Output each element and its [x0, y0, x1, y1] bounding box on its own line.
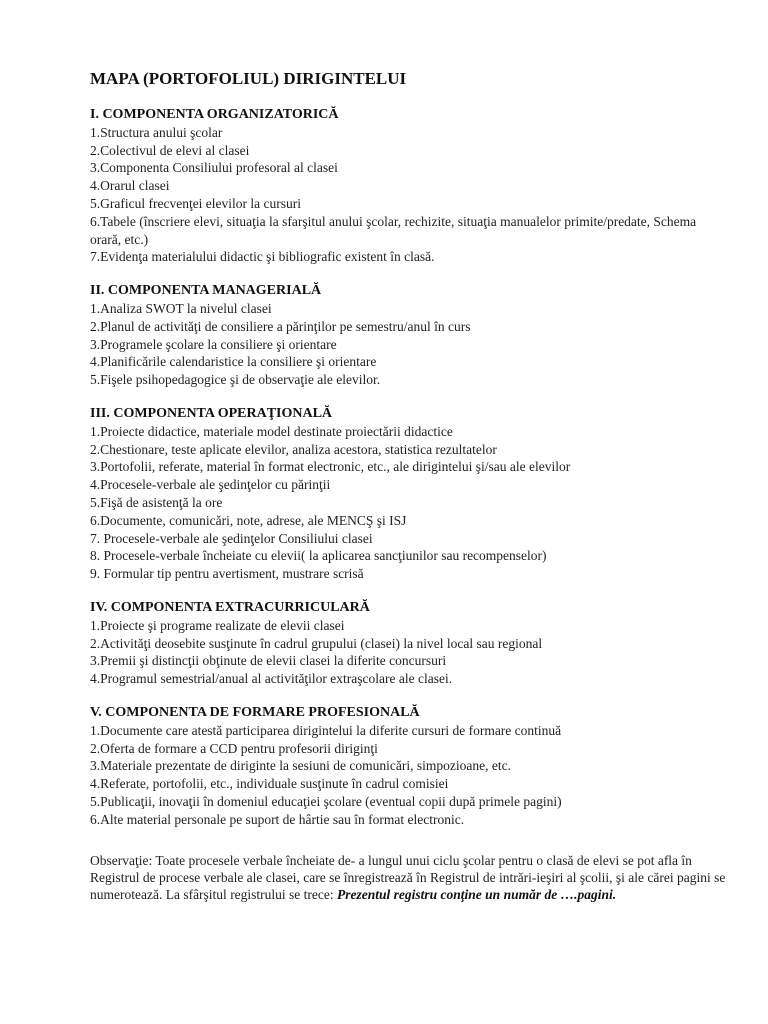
list-item: 1.Analiza SWOT la nivelul clasei — [90, 300, 272, 316]
list-item: 2.Colectivul de elevi al clasei — [90, 142, 250, 158]
document-title: MAPA (PORTOFOLIUL) DIRIGINTELUI — [90, 69, 407, 88]
list-item: 4.Orarul clasei — [90, 178, 170, 194]
list-item: 5.Graficul frecvenţei elevilor la cursuri — [90, 195, 302, 211]
list-item: 6.Documente, comunicări, note, adrese, ale MENCŞ şi ISJ — [90, 512, 407, 528]
list-item: 5.Fişele psihopedagogice şi de observaţie ale elevilor. — [90, 372, 381, 388]
list-item: 4.Procesele-verbale ale şedinţelor cu părinţii — [90, 477, 331, 493]
list-item: 6.Alte material personale pe suport de hârtie sau în format electronic. — [90, 811, 465, 827]
list-item: 2.Activităţi deosebite susţinute în cadrul grupului (clasei) la nivel local sau regional — [90, 635, 543, 651]
list-item: 2.Chestionare, teste aplicate elevilor, analiza acestora, statistica rezultatelor — [90, 441, 497, 457]
observation-note — [90, 852, 730, 903]
list-item: 3.Materiale prezentate de diriginte la sesiuni de comunicări, simpozioane, etc. — [90, 758, 511, 774]
list-item: 2.Planul de activităţi de consiliere a părinţilor pe semestru/anul în curs — [90, 318, 471, 334]
list-item: 1.Documente care atestă participarea dirigintelui la diferite cursuri de formare continuă — [90, 722, 562, 738]
section-professional-training — [90, 704, 730, 829]
list-item: 7.Evidenţa materialului didactic şi bibliografic existent în clasă. — [90, 249, 435, 265]
section-extracurricular — [90, 599, 730, 688]
section-managerial — [90, 282, 730, 389]
section-heading: I. COMPONENTA ORGANIZATORICĂ — [90, 107, 339, 122]
list-item: 8. Procesele-verbale încheiate cu elevii( la aplicarea sancţiunilor sau recompenselor) — [90, 548, 547, 564]
list-item: 3.Programele şcolare la consiliere şi orientare — [90, 336, 337, 352]
list-item: 6.Tabele (înscriere elevi, situaţia la sfarşitul anului şcolar, rechizite, situaţia manualelor primite/predate, Schema orară, etc.) — [90, 213, 697, 247]
list-item: 1.Structura anului şcolar — [90, 124, 223, 140]
list-item: 9. Formular tip pentru avertisment, mustrare scrisă — [90, 566, 364, 582]
section-organizational — [90, 106, 730, 266]
list-item: 3.Premii şi distincţii obţinute de elevii clasei la diferite concursuri — [90, 653, 447, 669]
section-heading: V. COMPONENTA DE FORMARE PROFESIONALĂ — [90, 704, 420, 720]
list-item: 3.Componenta Consiliului profesoral al clasei — [90, 160, 338, 176]
observation-emphasis: Prezentul registru conţine un număr de ….pagini. — [337, 887, 617, 903]
section-heading: IV. COMPONENTA EXTRACURRICULARĂ — [90, 599, 370, 615]
list-item: 1.Proiecte şi programe realizate de elevii clasei — [90, 617, 345, 633]
list-item: 2.Oferta de formare a CCD pentru profesorii diriginţi — [90, 740, 378, 756]
list-item: 5.Publicaţii, inovaţii în domeniul educaţiei şcolare (eventual copii după primele pagini) — [90, 793, 562, 809]
observation-text: Observaţie: Toate procesele verbale încheiate de- a lungul unui ciclu şcolar pentru o clasă de elevi se pot afla în Registrul de procese verbale ale clasei, care se înregistrează în Registrul de intrări-ieşiri al şcolii, şi ale cărei pagini se numerotează. La sfârşitul registrului se trece: — [90, 853, 726, 903]
list-item: 7. Procesele-verbale ale şedinţelor Consiliului clasei — [90, 530, 373, 546]
section-operational — [90, 405, 730, 583]
document-page — [90, 68, 730, 903]
section-heading: III. COMPONENTA OPERAŢIONALĂ — [90, 405, 333, 421]
list-item: 4.Planificările calendaristice la consiliere şi orientare — [90, 354, 377, 370]
list-item: 1.Proiecte didactice, materiale model destinate proiectării didactice — [90, 423, 453, 439]
list-item: 5.Fişă de asistenţă la ore — [90, 494, 223, 510]
list-item: 3.Portofolii, referate, material în format electronic, etc., ale dirigintelui şi/sau ale elevilor — [90, 459, 571, 475]
section-heading: II. COMPONENTA MANAGERIALĂ — [90, 283, 322, 299]
list-item: 4.Referate, portofolii, etc., individuale susţinute în cadrul comisiei — [90, 776, 449, 792]
list-item: 4.Programul semestrial/anual al activităţilor extraşcolare ale clasei. — [90, 671, 453, 687]
